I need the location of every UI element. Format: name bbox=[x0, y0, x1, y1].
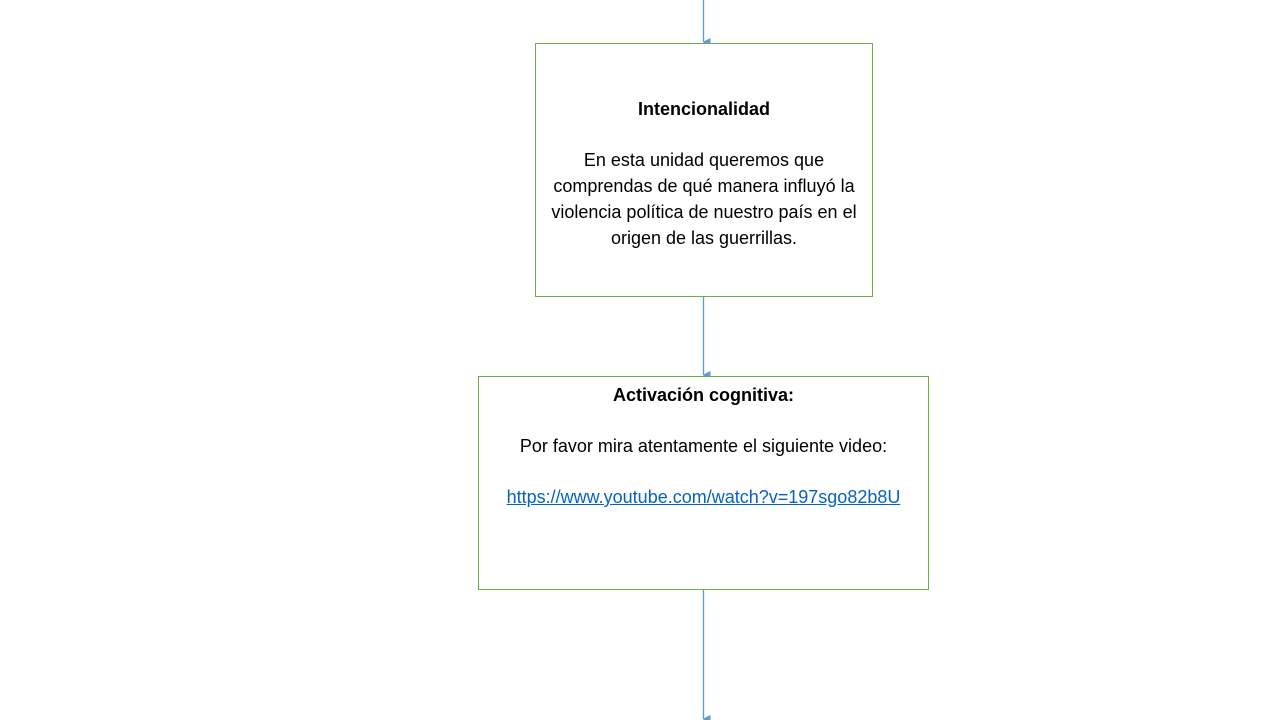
activacion-title: Activación cognitiva: bbox=[612, 385, 795, 405]
intencionalidad-box bbox=[535, 43, 873, 297]
video-link[interactable]: https://www.youtube.com/watch?v=197sgo82b8U bbox=[506, 487, 901, 507]
intencionalidad-title: Intencionalidad bbox=[637, 99, 770, 119]
video-link-wrap bbox=[491, 484, 916, 510]
activacion-cognitiva-box bbox=[478, 376, 929, 590]
activacion-text: Por favor mira atentamente el siguiente video: bbox=[519, 436, 888, 456]
intencionalidad-text: En esta unidad queremos que comprendas de qué manera influyó la violencia política de nuestro país en el origen de las guerrillas. bbox=[551, 150, 857, 248]
